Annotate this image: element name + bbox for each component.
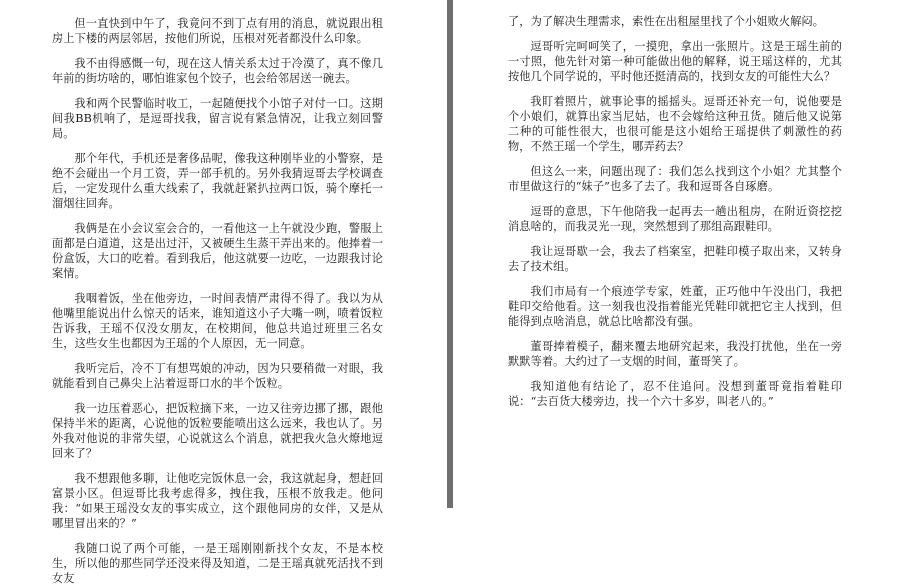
paragraph: 逗哥听完呵呵笑了，一摸兜，拿出一张照片。这是王瑶生前的一寸照，他先针对第一种可能做出他的解释，说王瑶这样的，尤其按他几个同学说的，平时他还挺清高的，找到女友的可能性大么？ — [508, 40, 842, 83]
paragraph: 我随口说了两个可能，一是王瑶刚刚新找个女友，不是本校生，所以他的那些同学还没来得及知道，二是王瑶真就死活找不到女友 — [52, 542, 383, 585]
paragraph: 我一边压着恶心，把饭粒摘下来，一边又往旁边挪了挪，跟他保持半米的距离，心说他的饭粒要能喷出这么远来，我也认了。另外我对他说的非常失望，心说就这么个消息，就把我火急火燎地逗回来了？ — [52, 402, 383, 460]
paragraph: 但这么一来，问题出现了：我们怎么找到这个小姐？尤其整个市里做这行的“妹子”也多了去了。我和逗哥各自琢磨。 — [508, 165, 842, 193]
paragraph-continued: 了，为了解决生理需求，索性在出租屋里找了个小姐败火解闷。 — [508, 15, 825, 28]
paragraph: 逗哥的意思，下午他陪我一起再去一趟出租房，在附近资挖挖消息啥的，而我灵光一现，突然想到了那组高跟鞋印。 — [508, 205, 842, 233]
paragraph: 我不由得感慨一句，现在这人情关系太过于冷漠了，真不像几年前的街坊啥的，哪怕谁家包个饺子，也会给邻居送一碗去。 — [52, 57, 383, 85]
paragraph: 董哥捧着模子，翻来覆去地研究起来，我没打扰他，坐在一旁默默等着。大约过了一支烟的时间，董哥笑了。 — [508, 340, 842, 368]
paragraph: 我听完后，冷不丁有想骂娘的冲动，因为只要稍微一对眼，我就能看到自己鼻尖上沾着逗哥口水的半个饭粒。 — [52, 362, 383, 390]
paragraph: 我俩是在小会议室会合的，一看他这一上午就没少跑，警服上面都是白道道，这是出过汗，又被硬生生蒸干弄出来的。他捧着一份盒饭，大口的吃着。看到我后，他这就要一边吃，一边跟我讨论案情。 — [52, 222, 383, 280]
paragraph: 我们市局有一个痕迹学专家，姓董，正巧他中午没出门，我把鞋印交给他看。这一刻我也没指着能光凭鞋印就把它主人找到，但能得到点啥消息，就总比啥都没有强。 — [508, 285, 842, 328]
left-page — [0, 0, 447, 585]
right-page — [453, 0, 900, 508]
paragraph: 我知道他有结论了，忍不住追问。没想到董哥竟指着鞋印说：“去百货大楼旁边，找一个六十多岁，叫老八的。” — [508, 380, 842, 408]
paragraph: 我和两个民警临时收工，一起随便找个小馆子对付一口。这期间我BB机响了，是逗哥找我，留言说有紧急情况，让我立刻回警局。 — [52, 97, 383, 140]
paragraph: 我咽着饭，坐在他旁边，一时间表情严肃得不得了。我以为从他嘴里能说出什么惊天的话来，谁知道这小子大嘴一咧，喷着饭粒告诉我，王瑶不仅没女朋友，在校期间，他总共追过班里三名女生，这些女生也都因为王瑶的个人原因，无一同意。 — [52, 292, 383, 350]
paragraph: 那个年代，手机还是奢侈品呢，像我这种刚毕业的小警察，是绝不会碰出一个月工资，弄一部手机的。另外我猜逗哥去学校调查后，一定发现什么重大线索了，我就赶紧扒拉两口饭，骑个摩托一溜烟往回奔。 — [52, 152, 383, 210]
paragraph: 我不想跟他多聊，让他吃完饭休息一会，我这就起身，想赶回富景小区。但逗哥比我考虑得多，拽住我，压根不放我走。他问我：“如果王瑶没女友的事实成立，这个跟他同房的女伴，又是从哪里冒出来的？” — [52, 472, 383, 530]
paragraph: 但一直快到中午了，我竟问不到丁点有用的消息，就说跟出租房上下楼的两层邻居，按他们所说，压根对死者都没什么印象。 — [52, 17, 383, 45]
paragraph: 我让逗哥歇一会，我去了档案室，把鞋印模子取出来，又转身去了技术组。 — [508, 245, 842, 273]
paragraph: 我盯着照片，就事论事的摇摇头。逗哥还补充一句，说他要是个小娘们，就算出家当尼姑，也不会嫁给这种丑货。随后他又说第二种的可能性很大，也很可能是这小姐给王瑶提供了刺激性的药物，不然王瑶一个学生，哪弄药去？ — [508, 95, 842, 153]
